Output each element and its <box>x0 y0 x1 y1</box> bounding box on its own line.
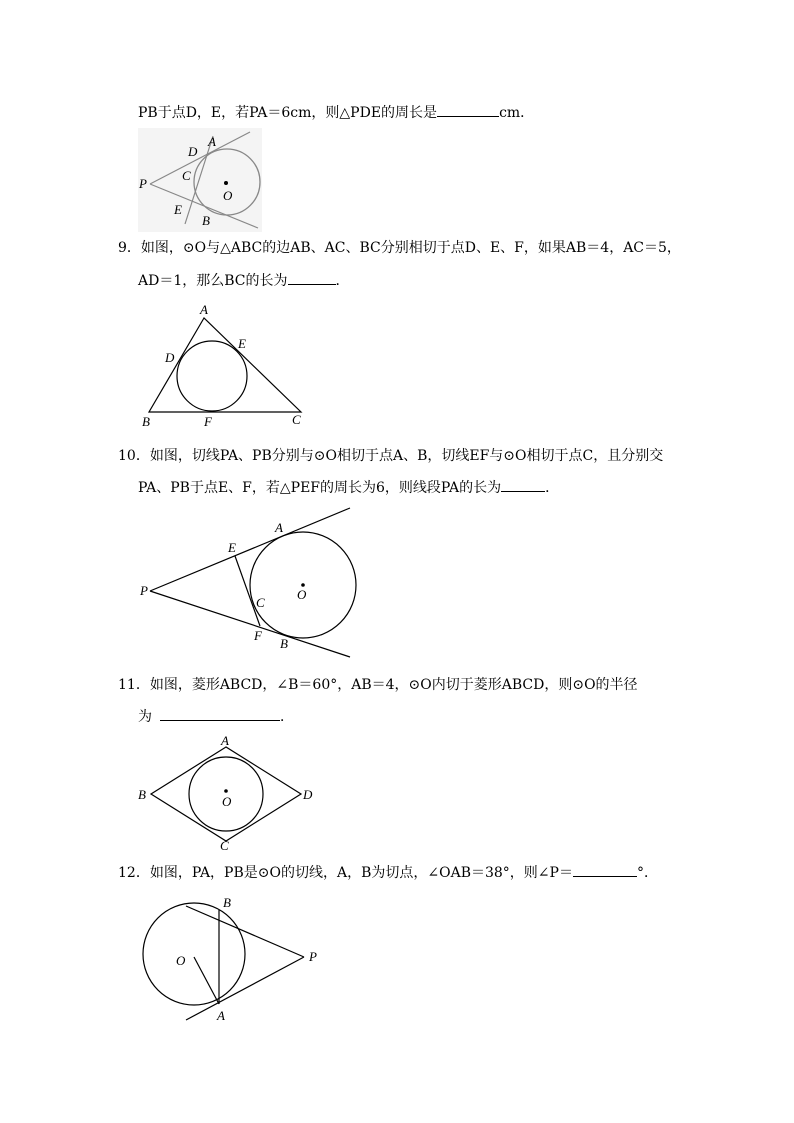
q11-label-a: A <box>221 733 229 748</box>
q11-text-line1 <box>118 675 638 695</box>
q10-figure <box>138 505 358 660</box>
q9-answer-blank[interactable] <box>288 270 336 285</box>
q10-label-p: P <box>140 583 148 598</box>
q11-text1: 11．如图，菱形ABCD，∠B＝60°，AB＝4，⊙O内切于菱形ABCD，则⊙O的半径 <box>118 677 638 693</box>
q11-label-b: B <box>138 787 146 802</box>
q11-label-c: C <box>220 838 229 853</box>
q9-label-d: D <box>165 350 175 365</box>
q8-figure <box>138 128 262 232</box>
q11-text2-end: ． <box>280 709 294 725</box>
q8-center-dot <box>224 181 228 185</box>
q9-text2: AD＝1，那么BC的长为 <box>138 273 288 289</box>
q11-label-o: O <box>222 794 232 809</box>
q8-text: PB于点D，E，若PA＝6cm，则△PDE的周长是 <box>138 105 438 121</box>
q11-text-line2 <box>138 706 294 727</box>
q11-center-dot <box>224 789 228 793</box>
q12-radius-oa <box>194 957 219 1004</box>
q9-text-line1 <box>118 238 681 258</box>
q9-text2-end: ． <box>335 273 350 289</box>
q12-label-a: A <box>217 1008 225 1023</box>
q8-text-line <box>138 102 534 123</box>
q8-label-a: A <box>208 134 216 149</box>
q8-label-b: B <box>202 213 210 228</box>
q10-label-e: E <box>228 540 236 555</box>
q10-label-o: O <box>297 587 307 602</box>
q11-figure <box>136 730 321 855</box>
q10-text2: PA、PB于点E、F，若△PEF的周长为6，则线段PA的长为 <box>138 480 502 496</box>
q10-text2-end: ． <box>545 480 560 496</box>
q10-text1: 10．如图，切线PA、PB分别与⊙O相切于点A、B，切线EF与⊙O相切于点C，且分别交 <box>118 448 664 464</box>
q12-text-end: °． <box>636 865 658 881</box>
q8-unit: cm． <box>499 105 535 121</box>
q12-label-o: O <box>176 953 186 968</box>
q12-circle <box>143 903 245 1005</box>
q8-label-d: D <box>188 144 198 159</box>
q9-label-b: B <box>142 414 150 429</box>
q9-label-e: E <box>238 336 246 351</box>
q8-label-e: E <box>174 202 182 217</box>
q8-label-c: C <box>182 168 191 183</box>
q10-label-a: A <box>275 520 283 535</box>
q12-tangent-pa <box>186 957 304 1020</box>
q10-text-line2 <box>138 477 559 498</box>
q9-figure <box>138 300 308 430</box>
q10-label-f: F <box>254 628 262 643</box>
q10-text-line1 <box>118 446 663 466</box>
q11-answer-blank[interactable] <box>160 706 280 721</box>
q8-label-p: P <box>139 176 147 191</box>
q12-text-line <box>118 862 658 883</box>
q12-answer-blank[interactable] <box>573 862 637 877</box>
q8-label-o: O <box>223 188 233 203</box>
q9-label-a: A <box>200 302 208 317</box>
q9-text-line2 <box>138 270 350 291</box>
q10-label-c: C <box>256 595 265 610</box>
q9-triangle <box>149 318 301 412</box>
q9-text1: 9．如图，⊙O与△ABC的边AB、AC、BC分别相切于点D、E、F，如果AB＝4，AC＝5， <box>118 240 681 256</box>
q12-label-p: P <box>309 949 317 964</box>
q8-answer-blank[interactable] <box>437 102 499 117</box>
q11-label-d: D <box>303 787 313 802</box>
q10-answer-blank[interactable] <box>501 477 545 492</box>
q12-text: 12．如图，PA，PB是⊙O的切线，A，B为切点，∠OAB＝38°，则∠P＝ <box>118 865 573 881</box>
q12-label-b: B <box>223 895 231 910</box>
q11-text2: 为 <box>138 709 152 725</box>
q10-tangent-pb <box>150 591 350 657</box>
q10-tangent-ef <box>235 556 260 626</box>
q9-label-f: F <box>204 414 212 429</box>
q9-label-c: C <box>292 412 301 427</box>
q12-figure <box>138 892 338 1027</box>
q10-label-b: B <box>280 636 288 651</box>
q9-incircle <box>177 341 247 411</box>
